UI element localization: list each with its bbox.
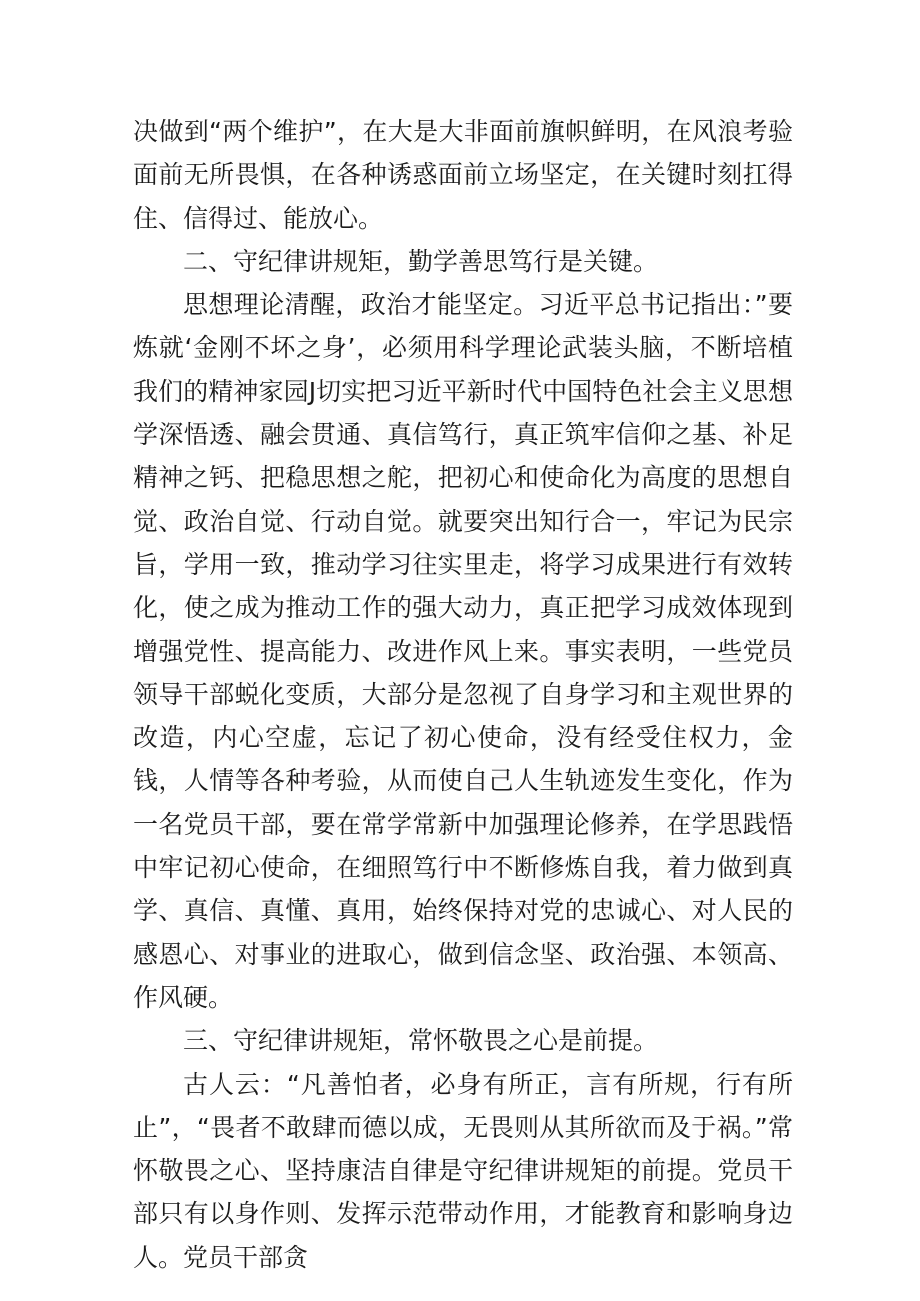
section-heading-3: 三、守纪律讲规矩，常怀敬畏之心是前提。	[183, 1026, 659, 1056]
section-heading-2: 二、守纪律讲规矩，勤学善思笃行是关键。	[183, 246, 659, 276]
document-body	[133, 110, 793, 1279]
paragraph-3: 古人云：“凡善怕者，必身有所正，言有所规，行有所止”，“畏者不敢肆而德以成，无畏则从其所欲而及于祸。”常怀敬畏之心、坚持康洁自律是守纪律讲规矩的前提。党员干部只有以身作则、发挥示范带动作用，才能教育和影响身边人。党员干部贪	[133, 1069, 793, 1272]
paragraph-1: 决做到“两个维护”，在大是大非面前旗帜鲜明，在风浪考验面前无所畏惧，在各种诱惑面前立场坚定，在关键时刻扛得住、信得过、能放心。	[133, 117, 793, 233]
paragraph-2: 思想理论清醒，政治才能坚定。习近平总书记指出：”要炼就‘金刚不坏之身’，必须用科学理论武装头脑，不断培植我们的精神家园J切实把习近平新时代中国特色社会主义思想学深悟透、融会贯通、真信笃行，真正筑牢信仰之基、补足精神之钙、把稳思想之舵，把初心和使命化为高度的思想自觉、政治自觉、行动自觉。就要突出知行合一，牢记为民宗旨，学用一致，推动学习往实里走，将学习成果进行有效转化，使之成为推动工作的强大动力，真正把学习成效体现到增强党性、提高能力、改进作风上来。事实表明，一些党员领导干部蜕化变质，大部分是忽视了自身学习和主观世界的改造，内心空虚，忘记了初心使命，没有经受住权力，金钱，人情等各种考验，从而使自己人生轨迹发生变化，作为一名党员干部，要在常学常新中加强理论修养，在学思践悟中牢记初心使命，在细照笃行中不断修炼自我，着力做到真学、真信、真懂、真用，始终保持对党的忠诚心、对人民的感恩心、对事业的进取心，做到信念坚、政治强、本领高、作风硬。	[133, 290, 793, 1012]
